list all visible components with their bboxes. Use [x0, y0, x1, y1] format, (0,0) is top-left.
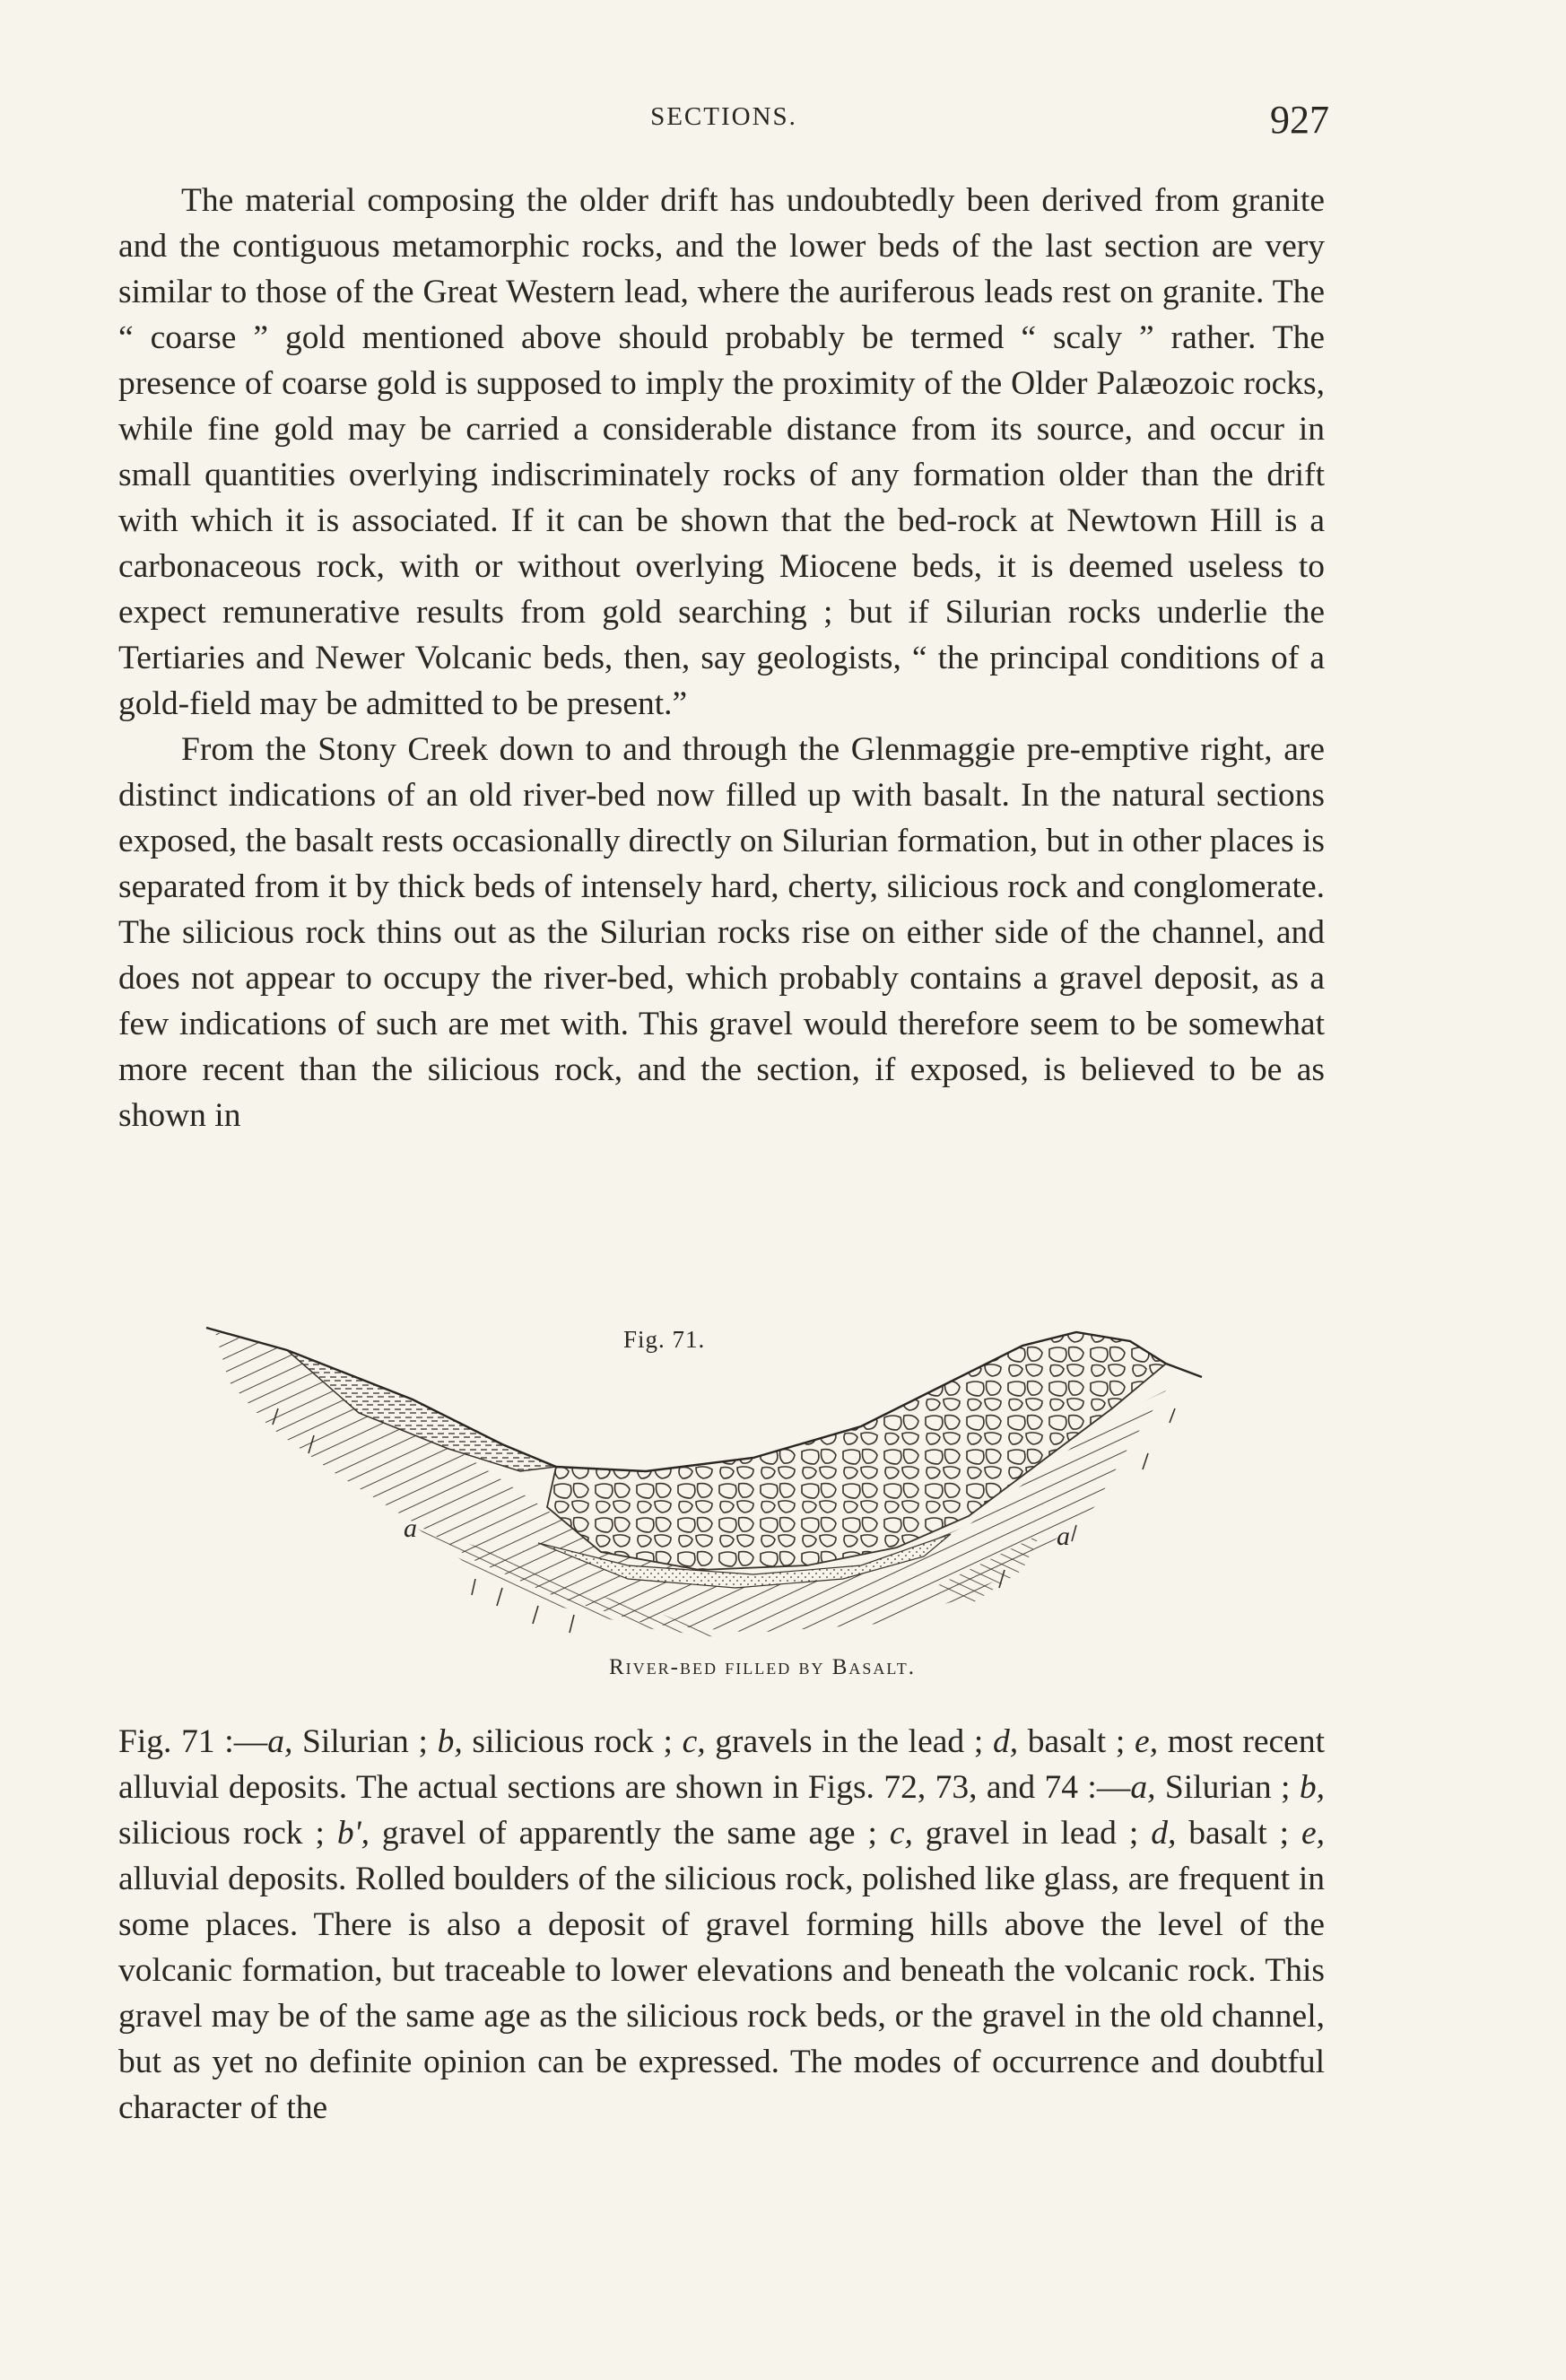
legend-letter: e, — [1135, 1723, 1159, 1760]
legend-letter: b, — [437, 1723, 463, 1760]
page-number: 927 — [1270, 98, 1329, 142]
figure-caption: River-bed filled by Basalt. — [608, 1655, 916, 1679]
label-a-right: a — [1057, 1521, 1070, 1551]
body-text-bottom — [118, 1719, 1325, 2131]
paragraph-figure-legend — [118, 1719, 1325, 2131]
legend-text: alluvial deposits. Rolled boulders of the silicious rock, polished like glass, are frequent in some places. There is also a deposit of gravel forming hills above the level of the volcanic formation, but traceable to lower elevations and beneath the volcanic rock. This gravel may be of the same age as the silicious rock beds, or the gravel in the old channel, but as yet no definite opinion can be expressed. The modes of occurrence and doubtful character of the — [118, 1861, 1325, 2126]
body-text-top — [118, 178, 1325, 1138]
legend-letter: b', — [336, 1815, 370, 1852]
paragraph-older-drift: The material composing the older drift has undoubtedly been derived from granite and the contiguous metamorphic rocks, and the lower beds of the last section are very similar to those of the Great Western lead, where the auriferous leads rest on granite. The “ coarse ” gold mentioned above should probably be termed “ scaly ” rather. The presence of coarse gold is supposed to imply the proximity of the Older Palæozoic rocks, while fine gold may be carried a considerable distance from its source, and occur in small quantities overlying indiscriminately rocks of any formation older than the drift with which it is associated. If it can be shown that the bed-rock at Newtown Hill is a carbonaceous rock, with or without overlying Miocene beds, it is deemed useless to expect remunerative results from gold searching ; but if Silurian rocks underlie the Tertiaries and Newer Volcanic beds, then, say geologists, “ the principal conditions of a gold-field may be admitted to be present.” — [118, 182, 1325, 722]
legend-text: silicious rock ; — [118, 1815, 337, 1852]
river-bed-section-illustration — [179, 1310, 1345, 1651]
legend-letter: c, — [682, 1723, 706, 1760]
legend-text: basalt ; — [1018, 1723, 1135, 1760]
legend-letter: d, — [1151, 1815, 1177, 1852]
paragraph-stony-creek: From the Stony Creek down to and through the Glenmaggie pre-emptive right, are distinct indications of an old river-bed now filled up with basalt. In the natural sections exposed, the basalt rests occasionally directly on Silurian formation, but in other places is separated from it by thick beds of intensely hard, cherty, silicious rock and conglomerate. The silicious rock thins out as the Silurian rocks rise on either side of the channel, and does not appear to occupy the river-bed, which probably contains a gravel deposit, as a few indications of such are met with. This gravel would therefore seem to be somewhat more recent than the silicious rock, and the section, if exposed, is believed to be as shown in — [118, 731, 1325, 1134]
legend-letter: c, — [889, 1815, 913, 1852]
legend-text: most recent alluvial deposits. The actual sections are shown in Figs. 72, 73, and 74 :— — [118, 1723, 1325, 1806]
legend-letter: e, — [1301, 1815, 1326, 1852]
legend-text: Silurian ; — [292, 1723, 438, 1760]
legend-text: gravel in lead ; — [912, 1815, 1152, 1852]
legend-letter: a, — [267, 1723, 293, 1760]
legend-text: silicious rock ; — [462, 1723, 683, 1760]
legend-letter: b, — [1299, 1769, 1325, 1806]
legend-text: Silurian ; — [1155, 1769, 1300, 1806]
running-title: SECTIONS. — [650, 102, 797, 131]
legend-lead: Fig. 71 :— — [118, 1723, 268, 1760]
legend-letter: a, — [1130, 1769, 1156, 1806]
legend-text: gravels in the lead ; — [705, 1723, 993, 1760]
figure-label: Fig. 71. — [623, 1326, 706, 1353]
legend-letter: d, — [992, 1723, 1019, 1760]
label-a-left: a — [404, 1513, 417, 1543]
running-head — [118, 97, 1329, 151]
legend-text: basalt ; — [1176, 1815, 1301, 1852]
legend-text: gravel of apparently the same age ; — [369, 1815, 890, 1852]
figure-71 — [179, 1310, 1345, 1687]
